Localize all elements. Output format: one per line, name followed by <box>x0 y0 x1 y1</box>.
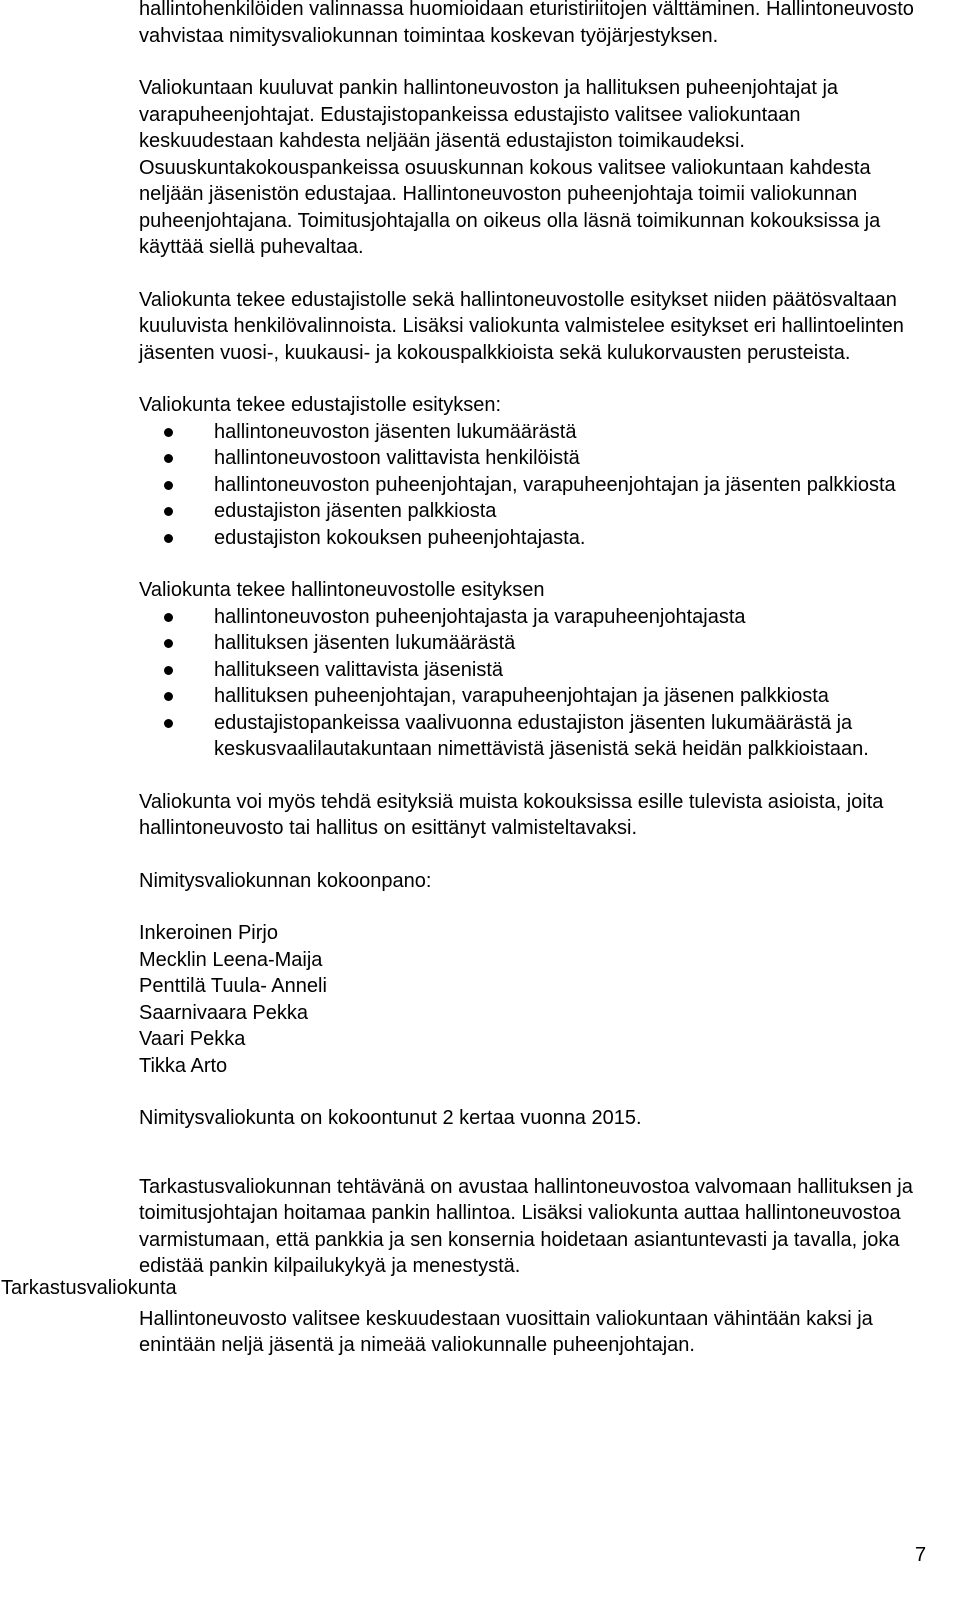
member-list <box>139 920 929 1079</box>
bullet-icon <box>164 613 173 622</box>
member-name: Saarnivaara Pekka <box>139 1001 308 1024</box>
bullet-icon <box>164 639 173 648</box>
document-body <box>139 0 929 1359</box>
bullet-icon <box>164 534 173 543</box>
list-item: hallintoneuvostoon valittavista henkilöistä <box>139 445 929 472</box>
bullet-icon <box>164 454 173 463</box>
paragraph-audit-members: Hallintoneuvosto valitsee keskuudestaan vuosittain valiokuntaan vähintään kaksi ja enintään neljä jäsentä ja nimeää valiokunnalle puheenjohtajan. <box>139 1307 873 1356</box>
list2-heading: Valiokunta tekee hallintoneuvostolle esityksen <box>139 579 545 601</box>
list-item: hallituksen puheenjohtajan, varapuheenjohtajan ja jäsenen palkkiosta <box>139 683 929 710</box>
paragraph-proposals: Valiokunta tekee edustajistolle sekä hallintoneuvostolle esitykset niiden päätösvaltaan kuuluvista henkilövalinnoista. Lisäksi valiokunta valmistelee esitykset eri hallintoelinten jäsenten vuosi-, kuukausi- ja kokouspalkkioista sekä kulukorvausten perusteista. <box>139 288 904 364</box>
list-item: edustajistopankeissa vaalivuonna edustajiston jäsenten lukumäärästä ja keskusvaalilautakuntaan nimettävistä jäsenistä sekä heidän palkkioistaan. <box>139 710 929 763</box>
paragraph-intro: hallintohenkilöiden valinnassa huomioidaan eturistiriitojen välttäminen. Hallintoneuvosto vahvistaa nimitysvaliokunnan toimintaa koskevan työjärjestyksen. <box>139 0 914 47</box>
list-item: hallintoneuvoston jäsenten lukumäärästä <box>139 419 929 446</box>
bullet-icon <box>164 428 173 437</box>
member-name: Inkeroinen Pirjo <box>139 922 278 944</box>
bullet-icon <box>164 507 173 516</box>
meetings-note: Nimitysvaliokunta on kokoontunut 2 kertaa vuonna 2015. <box>139 1107 642 1129</box>
list1 <box>139 419 929 552</box>
bullet-icon <box>164 481 173 490</box>
bullet-icon <box>164 719 173 728</box>
list-item: hallituksen jäsenten lukumäärästä <box>139 630 929 657</box>
page-number: 7 <box>915 1544 927 1566</box>
list2 <box>139 604 929 763</box>
list-item: hallitukseen valittavista jäsenistä <box>139 657 929 684</box>
bullet-icon <box>164 692 173 701</box>
list-item: hallintoneuvoston puheenjohtajan, varapuheenjohtajan ja jäsenten palkkiosta <box>139 472 929 499</box>
paragraph-other: Valiokunta voi myös tehdä esityksiä muista kokouksissa esille tulevista asioista, joita hallintoneuvosto tai hallitus on esittänyt valmisteltavaksi. <box>139 790 884 839</box>
bullet-icon <box>164 666 173 675</box>
composition-heading: Nimitysvaliokunnan kokoonpano: <box>139 869 432 892</box>
member-name: Vaari Pekka <box>139 1028 246 1050</box>
list-item: hallintoneuvoston puheenjohtajasta ja varapuheenjohtajasta <box>139 604 929 631</box>
member-name: Mecklin Leena-Maija <box>139 948 323 971</box>
list1-heading: Valiokunta tekee edustajistolle esityksen: <box>139 394 502 416</box>
list-item: edustajiston jäsenten palkkiosta <box>139 498 929 525</box>
paragraph-audit-task: Tarkastusvaliokunnan tehtävänä on avustaa hallintoneuvostoa valvomaan hallituksen ja toimitusjohtajan hoitamaa pankin hallintoa. Lisäksi valiokunta auttaa hallintoneuvostoa varmistumaan, että pankkia ja sen konsernia hoidetaan asiantuntevasti ja tavalla, joka edistää pankin kilpailukykyä ja menestystä. <box>139 1175 913 1277</box>
list-item: edustajiston kokouksen puheenjohtajasta. <box>139 525 929 552</box>
member-name: Penttilä Tuula- Anneli <box>139 975 327 997</box>
member-name: Tikka Arto <box>139 1054 228 1077</box>
paragraph-members: Valiokuntaan kuuluvat pankin hallintoneuvoston ja hallituksen puheenjohtajat ja varapuheenjohtajat. Edustajistopankeissa edustajisto valitsee valiokuntaan keskuudestaan kahdesta neljään jäsentä edustajiston toimikaudeksi. Osuuskuntakokouspankeissa osuuskunnan kokous valitsee valiokuntaan kahdesta neljään jäsenistön edustajaa. Hallintoneuvoston puheenjohtaja toimii valiokunnan puheenjohtajana. Toimitusjohtajalla on oikeus olla läsnä toimikunnan kokouksissa ja käyttää siellä puhevaltaa. <box>139 77 881 258</box>
section-heading-audit-committee: Tarkastusvaliokunta <box>1 1277 177 1299</box>
